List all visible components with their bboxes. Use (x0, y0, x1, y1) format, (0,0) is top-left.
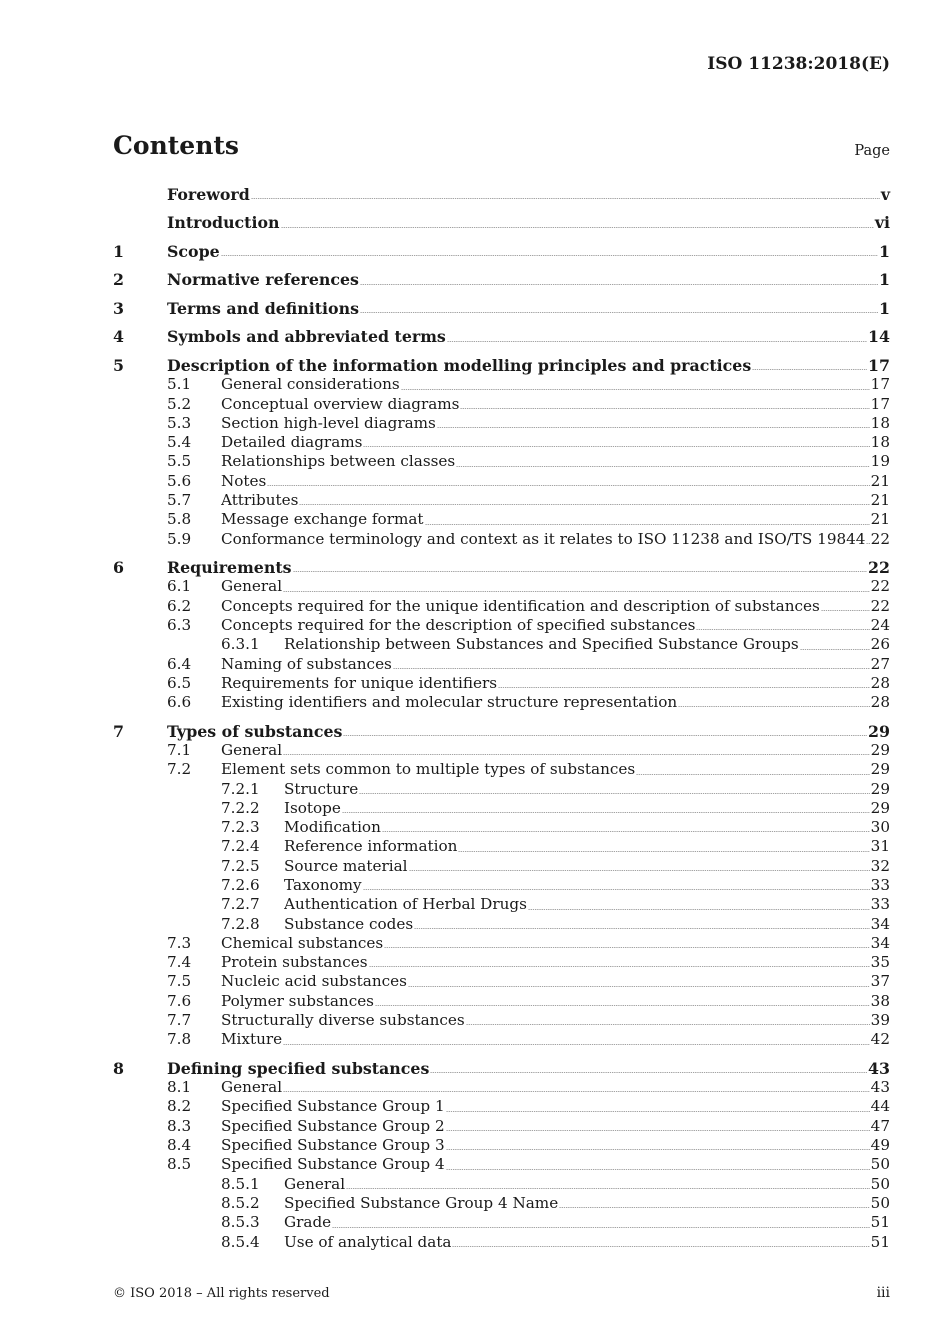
toc-entry-number: 7 (113, 721, 124, 741)
toc-entry-label: Specified Substance Group 1 (221, 1097, 445, 1116)
doc-id: ISO 11238:2018(E) (707, 54, 890, 74)
toc-entry-label: Requirements (167, 558, 292, 578)
toc-entry-number: 8 (113, 1058, 124, 1078)
toc-entry-number: 7.6 (167, 991, 192, 1010)
toc-entry-number: 7.2 (167, 760, 192, 779)
toc-entry-number: 5.8 (167, 510, 192, 529)
toc-dot-leader (267, 485, 869, 486)
toc-entry-number: 7.7 (167, 1011, 192, 1030)
toc-entry-number: 6.4 (167, 654, 192, 673)
toc-entry[interactable] (113, 270, 890, 289)
toc-entry-page: 50 (870, 1174, 890, 1193)
toc-entry-page: 30 (870, 818, 890, 837)
toc-entry-number: 6.5 (167, 673, 192, 692)
table-of-contents (113, 185, 890, 1252)
toc-entry-page: 14 (868, 327, 890, 347)
toc-entry-label: Reference information (284, 837, 458, 856)
toc-entry-page: 1 (879, 298, 890, 318)
toc-entry-label: Taxonomy (284, 876, 362, 894)
toc-entry-number: 7.2.5 (221, 856, 260, 875)
toc-entry-number: 3 (113, 298, 124, 318)
toc-entry[interactable] (113, 616, 890, 635)
toc-entry-number: 6.1 (167, 577, 192, 596)
footer-page-number: iii (876, 1285, 890, 1301)
toc-dot-leader (636, 774, 870, 775)
toc-entry-label: Types of substances (167, 721, 343, 741)
toc-entry[interactable] (113, 1213, 890, 1232)
toc-entry-page: vi (874, 213, 890, 233)
toc-entry-label: Concepts required for the unique identification and description of substances (221, 596, 820, 615)
toc-entry-label: Normative references (167, 270, 359, 290)
toc-entry-page: 21 (870, 510, 890, 529)
toc-entry-label: Section high-level diagrams (221, 413, 436, 432)
toc-entry-page: 26 (870, 635, 890, 654)
toc-dot-leader (446, 1169, 870, 1170)
toc-dot-leader (343, 735, 867, 736)
toc-dot-leader (360, 312, 878, 313)
toc-dot-leader (458, 851, 869, 852)
toc-entry[interactable] (113, 530, 890, 549)
toc-entry[interactable] (113, 597, 890, 616)
toc-entry-page: 50 (870, 1155, 890, 1174)
toc-dot-leader (752, 369, 867, 370)
toc-entry-number: 8.3 (167, 1116, 192, 1135)
toc-entry[interactable] (113, 452, 890, 471)
toc-dot-leader (409, 870, 870, 871)
toc-entry-page: 17 (870, 394, 890, 413)
toc-entry-number: 6.6 (167, 693, 192, 712)
toc-entry-page: 29 (870, 740, 890, 759)
toc-dot-leader (221, 255, 878, 256)
toc-dot-leader (466, 1024, 870, 1025)
footer-copyright: © ISO 2018 – All rights reserved (113, 1286, 330, 1301)
toc-dot-leader (384, 947, 869, 948)
toc-entry-page: 17 (868, 355, 890, 375)
toc-entry-label: General considerations (221, 375, 400, 394)
toc-entry[interactable] (113, 414, 890, 433)
toc-entry[interactable] (113, 818, 890, 837)
toc-entry-label: Nucleic acid substances (221, 972, 407, 991)
toc-entry-label: Specified Substance Group 4 (221, 1155, 445, 1174)
toc-entry-page: 31 (870, 837, 890, 856)
toc-dot-leader (393, 668, 870, 669)
toc-entry-number: 5.3 (167, 413, 192, 432)
toc-entry[interactable] (113, 1078, 890, 1097)
toc-entry-page: 29 (870, 779, 890, 798)
toc-entry-label: Specified Substance Group 3 (221, 1136, 445, 1155)
toc-entry-number: 5.6 (167, 471, 192, 490)
toc-dot-leader (446, 1130, 870, 1131)
toc-entry-label: Message exchange format (221, 510, 424, 529)
toc-dot-leader (346, 1188, 870, 1189)
toc-entry-number: 1 (113, 241, 124, 261)
toc-entry-label: Conformance terminology and context as it relates to ISO 11238 and ISO/TS 19844 (221, 529, 866, 548)
toc-entry-number: 7.8 (167, 1030, 192, 1049)
toc-entry[interactable] (113, 635, 890, 654)
toc-entry-label: Mixture (221, 1030, 283, 1049)
toc-entry[interactable] (113, 780, 890, 799)
toc-entry[interactable] (113, 1136, 890, 1155)
toc-entry-label: Attributes (221, 490, 299, 509)
toc-entry-label: Use of analytical data (284, 1232, 452, 1251)
toc-entry-number: 7.5 (167, 972, 192, 991)
toc-entry[interactable] (113, 1097, 890, 1116)
toc-entry[interactable] (113, 992, 890, 1011)
toc-entry[interactable] (113, 799, 890, 818)
toc-entry-label: Substance codes (284, 914, 414, 933)
toc-entry-label: Relationships between classes (221, 452, 456, 471)
toc-entry-page: 22 (870, 529, 890, 548)
toc-entry-label: Authentication of Herbal Drugs (284, 895, 527, 914)
toc-dot-leader (460, 408, 869, 409)
toc-entry-page: 42 (870, 1030, 890, 1049)
toc-dot-leader (528, 909, 870, 910)
toc-dot-leader (452, 1246, 869, 1247)
toc-dot-leader (866, 543, 869, 544)
toc-entry-label: Description of the information modelling principles and practices (167, 355, 752, 375)
toc-entry-number: 6.3.1 (221, 635, 260, 654)
toc-dot-leader (401, 389, 870, 390)
toc-entry[interactable] (113, 1233, 890, 1252)
toc-entry[interactable] (113, 1194, 890, 1213)
toc-entry-label: Specified Substance Group 4 Name (284, 1193, 559, 1212)
toc-entry-label: Notes (221, 471, 267, 490)
toc-entry-number: 7.2.2 (221, 798, 260, 817)
toc-entry[interactable] (113, 915, 890, 934)
toc-entry-label: Requirements for unique identifiers (221, 673, 498, 692)
toc-entry-page: 35 (870, 953, 890, 972)
toc-entry-page: 43 (868, 1058, 890, 1078)
toc-entry-page: 29 (870, 760, 890, 779)
toc-entry-page: 18 (870, 433, 890, 452)
toc-dot-leader (447, 341, 867, 342)
toc-entry-page: 39 (870, 1011, 890, 1030)
toc-entry-label: Existing identifiers and molecular structure representation (221, 693, 678, 712)
toc-entry[interactable] (113, 395, 890, 414)
toc-dot-leader (281, 227, 874, 228)
toc-entry-page: 34 (870, 933, 890, 952)
toc-entry-label: Terms and definitions (167, 298, 359, 318)
toc-entry-label: Symbols and abbreviated terms (167, 327, 446, 347)
toc-entry-label: General (221, 1078, 283, 1097)
toc-entry-number: 4 (113, 327, 124, 347)
toc-entry-number: 8.2 (167, 1097, 192, 1116)
toc-entry-number: 5.5 (167, 452, 192, 471)
toc-entry-number: 8.5.1 (221, 1174, 260, 1193)
toc-entry-number: 2 (113, 270, 124, 290)
page-title: Contents (113, 131, 240, 160)
toc-entry-page: 33 (870, 895, 890, 914)
toc-dot-leader (800, 649, 870, 650)
toc-entry-page: 51 (870, 1213, 890, 1232)
toc-entry-number: 8.5.2 (221, 1193, 260, 1212)
toc-dot-leader (251, 198, 880, 199)
toc-dot-leader (446, 1111, 870, 1112)
toc-entry[interactable] (113, 674, 890, 693)
toc-entry-number: 6.3 (167, 615, 192, 634)
toc-entry-number: 5.7 (167, 490, 192, 509)
toc-entry-number: 7.2.3 (221, 818, 260, 837)
toc-entry-page: 32 (870, 856, 890, 875)
toc-entry-label: Source material (284, 856, 408, 875)
toc-entry[interactable] (113, 693, 890, 712)
toc-entry[interactable] (113, 1030, 890, 1049)
toc-entry[interactable] (113, 1175, 890, 1194)
toc-entry-page: 51 (870, 1232, 890, 1251)
toc-entry[interactable] (113, 433, 890, 452)
toc-entry-label: Foreword (167, 185, 250, 204)
toc-entry-page: 34 (870, 914, 890, 933)
toc-entry[interactable] (113, 1155, 890, 1174)
toc-entry-page: 50 (870, 1193, 890, 1212)
toc-entry-page: 24 (870, 615, 890, 634)
toc-entry-number: 8.5.4 (221, 1232, 260, 1251)
toc-entry[interactable] (113, 510, 890, 529)
toc-entry-number: 7.2.8 (221, 914, 260, 933)
toc-entry-number: 8.5.3 (221, 1213, 260, 1232)
toc-dot-leader (369, 966, 870, 967)
toc-dot-leader (342, 812, 870, 813)
toc-entry-label: Polymer substances (221, 991, 374, 1010)
toc-entry-page: 44 (870, 1097, 890, 1116)
toc-entry-label: General (221, 577, 283, 596)
toc-dot-leader (359, 793, 869, 794)
toc-entry-label: Concepts required for the description of specified substances (221, 615, 696, 634)
toc-entry-number: 5.1 (167, 375, 192, 394)
toc-dot-leader (293, 571, 867, 572)
toc-entry[interactable] (113, 837, 890, 856)
toc-entry-number: 7.4 (167, 953, 192, 972)
toc-entry-page: 28 (870, 693, 890, 712)
toc-entry[interactable] (113, 876, 890, 895)
toc-entry-page: 1 (879, 241, 890, 261)
toc-entry-number: 8.5 (167, 1155, 192, 1174)
toc-entry-number: 5 (113, 355, 124, 375)
toc-entry-number: 7.2.1 (221, 779, 260, 798)
toc-entry-page: 19 (870, 452, 890, 471)
toc-entry-label: Scope (167, 241, 220, 261)
toc-entry[interactable] (113, 213, 890, 232)
toc-dot-leader (360, 284, 878, 285)
toc-entry-number: 6.2 (167, 596, 192, 615)
toc-dot-leader (332, 1227, 870, 1228)
toc-entry[interactable] (113, 1117, 890, 1136)
toc-entry-label: Naming of substances (221, 654, 392, 673)
toc-entry-label: Introduction (167, 213, 280, 233)
toc-entry[interactable] (113, 953, 890, 972)
toc-entry-page: 27 (870, 654, 890, 673)
toc-dot-leader (498, 687, 870, 688)
toc-entry-page: 29 (870, 798, 890, 817)
toc-entry-label: Structure (284, 779, 359, 798)
toc-entry-page: 22 (870, 577, 890, 596)
toc-dot-leader (375, 1005, 870, 1006)
toc-entry[interactable] (113, 327, 890, 346)
toc-dot-leader (446, 1149, 870, 1150)
toc-entry[interactable] (113, 655, 890, 674)
toc-dot-leader (456, 466, 869, 467)
toc-entry-page: 43 (870, 1078, 890, 1097)
toc-entry[interactable] (113, 558, 890, 577)
toc-entry-number: 5.9 (167, 529, 192, 548)
toc-entry-number: 7.3 (167, 933, 192, 952)
toc-entry-label: Grade (284, 1213, 332, 1232)
toc-entry-page: 47 (870, 1116, 890, 1135)
page-column-label: Page (854, 143, 890, 159)
toc-dot-leader (363, 446, 869, 447)
toc-entry-label: General (221, 740, 283, 759)
toc-entry-label: Chemical substances (221, 933, 384, 952)
toc-entry-label: Detailed diagrams (221, 433, 363, 452)
toc-entry-number: 6 (113, 558, 124, 578)
toc-entry-page: 21 (870, 471, 890, 490)
toc-entry[interactable] (113, 242, 890, 261)
toc-entry-number: 7.2.4 (221, 837, 260, 856)
toc-entry-label: Relationship between Substances and Specified Substance Groups (284, 635, 799, 654)
toc-entry[interactable] (113, 895, 890, 914)
toc-entry-page: 37 (870, 972, 890, 991)
toc-entry-page: 33 (870, 876, 890, 894)
toc-entry[interactable] (113, 972, 890, 991)
toc-entry[interactable] (113, 375, 890, 394)
toc-entry[interactable] (113, 185, 890, 204)
toc-entry-page: 22 (868, 558, 890, 578)
toc-entry-page: v (880, 185, 890, 204)
toc-entry-label: Protein substances (221, 953, 368, 972)
toc-entry[interactable] (113, 356, 890, 375)
toc-entry-page: 49 (870, 1136, 890, 1155)
toc-entry-page: 21 (870, 490, 890, 509)
toc-entry-label: Element sets common to multiple types of substances (221, 760, 636, 779)
toc-entry-page: 28 (870, 673, 890, 692)
toc-entry[interactable] (113, 857, 890, 876)
toc-entry-number: 7.2.6 (221, 876, 260, 894)
toc-dot-leader (559, 1207, 869, 1208)
toc-entry-number: 8.1 (167, 1078, 192, 1097)
toc-dot-leader (414, 928, 870, 929)
toc-dot-leader (382, 831, 870, 832)
toc-entry-number: 7.1 (167, 740, 192, 759)
toc-dot-leader (283, 754, 870, 755)
toc-entry-number: 5.4 (167, 433, 192, 452)
toc-dot-leader (283, 1091, 870, 1092)
toc-dot-leader (299, 504, 869, 505)
toc-entry[interactable] (113, 934, 890, 953)
toc-entry[interactable] (113, 722, 890, 741)
toc-entry-page: 18 (870, 413, 890, 432)
toc-dot-leader (696, 629, 869, 630)
toc-entry-page: 38 (870, 991, 890, 1010)
toc-entry[interactable] (113, 491, 890, 510)
toc-entry[interactable] (113, 741, 890, 760)
toc-dot-leader (408, 986, 870, 987)
toc-entry-label: General (284, 1174, 346, 1193)
toc-dot-leader (821, 610, 870, 611)
toc-entry[interactable] (113, 299, 890, 318)
toc-dot-leader (437, 427, 870, 428)
toc-dot-leader (425, 524, 870, 525)
toc-entry[interactable] (113, 1011, 890, 1030)
toc-entry-page: 22 (870, 596, 890, 615)
toc-entry[interactable] (113, 760, 890, 779)
toc-entry-label: Modification (284, 818, 381, 837)
toc-dot-leader (678, 706, 869, 707)
toc-entry-label: Isotope (284, 798, 341, 817)
toc-entry-number: 8.4 (167, 1136, 192, 1155)
toc-dot-leader (363, 889, 870, 890)
toc-dot-leader (283, 1044, 870, 1045)
toc-dot-leader (430, 1072, 867, 1073)
toc-entry-page: 17 (870, 375, 890, 394)
toc-dot-leader (283, 591, 870, 592)
toc-entry-page: 1 (879, 270, 890, 290)
toc-entry-label: Conceptual overview diagrams (221, 394, 460, 413)
toc-entry-number: 7.2.7 (221, 895, 260, 914)
toc-entry-number: 5.2 (167, 394, 192, 413)
toc-entry[interactable] (113, 577, 890, 596)
toc-entry[interactable] (113, 1059, 890, 1078)
toc-entry[interactable] (113, 472, 890, 491)
toc-entry-label: Structurally diverse substances (221, 1011, 465, 1030)
toc-entry-page: 29 (868, 721, 890, 741)
toc-entry-label: Specified Substance Group 2 (221, 1116, 445, 1135)
toc-entry-label: Defining specified substances (167, 1058, 430, 1078)
